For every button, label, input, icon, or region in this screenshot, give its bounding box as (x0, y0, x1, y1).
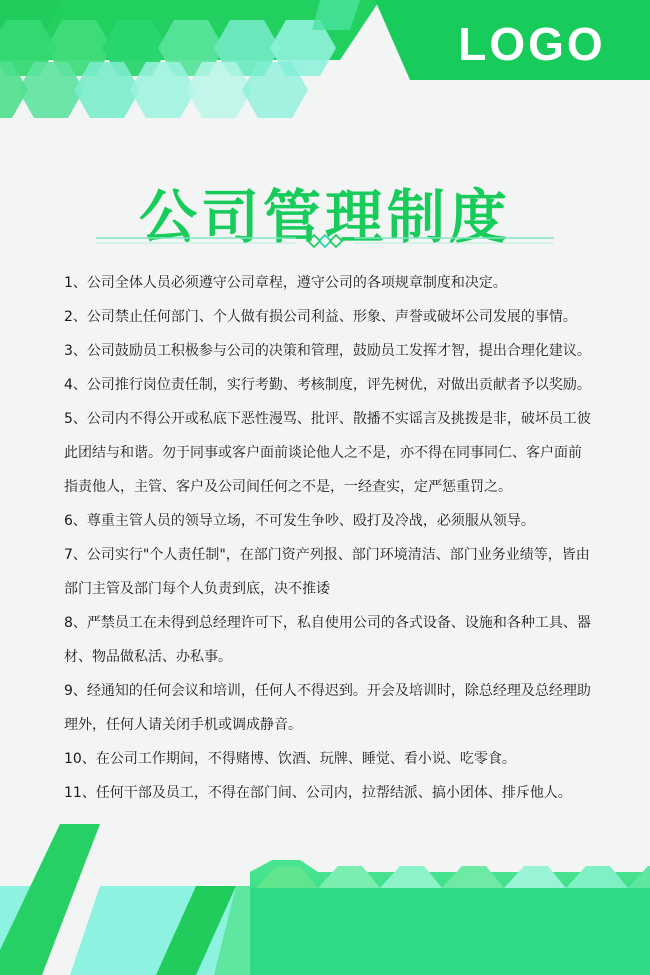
page-title: 公司管理制度 (138, 182, 511, 251)
logo: LOGO (458, 18, 606, 70)
rules-list (64, 266, 594, 810)
rule-item: 4、公司推行岗位责任制，实行考勤、考核制度，评先树优，对做出贡献者予以奖励。 (64, 377, 591, 393)
rule-item: 3、公司鼓励员工积极参与公司的决策和管理，鼓励员工发挥才智，提出合理化建议。 (64, 343, 591, 359)
rule-item: 1、公司全体人员必须遵守公司章程，遵守公司的各项规章制度和决定。 (64, 275, 507, 291)
bottom-decoration (0, 824, 650, 975)
rule-item: 8、严禁员工在未得到总经理许可下，私自使用公司的各式设备、设施和各种工具、器材、物品做私活、办私事。 (64, 615, 591, 665)
title-divider (96, 232, 554, 250)
rule-item: 10、在公司工作期间，不得赌博、饮酒、玩牌、睡觉、看小说、吃零食。 (64, 751, 516, 767)
rule-item: 9、经通知的任何会议和培训，任何人不得迟到。开会及培训时，除总经理及总经理助理外，任何人请关闭手机或调成静音。 (64, 683, 591, 733)
diamond-ornament-icon (308, 235, 342, 247)
rule-item: 7、公司实行"个人责任制"，在部门资产列报、部门环境清洁、部门业务业绩等，皆由部门主管及部门每个人负责到底，决不推诿 (64, 547, 590, 597)
hexagon-pattern-top (0, 0, 380, 118)
rule-item: 6、尊重主管人员的领导立场，不可发生争吵、殴打及冷战，必须服从领导。 (64, 513, 535, 529)
rule-item: 11、任何干部及员工，不得在部门间、公司内，拉帮结派、搞小团体、排斥他人。 (64, 785, 572, 801)
rule-item: 5、公司内不得公开或私底下恶性漫骂、批评、散播不实谣言及挑拨是非，破坏员工彼此团结与和谐。勿于同事或客户面前谈论他人之不是，亦不得在同事同仁、客户面前指责他人，主管、客户及公司间任何之不是，一经查实，定严惩重罚之。 (64, 411, 591, 495)
rule-item: 2、公司禁止任何部门、个人做有损公司利益、形象、声誉或破坏公司发展的事情。 (64, 309, 577, 325)
